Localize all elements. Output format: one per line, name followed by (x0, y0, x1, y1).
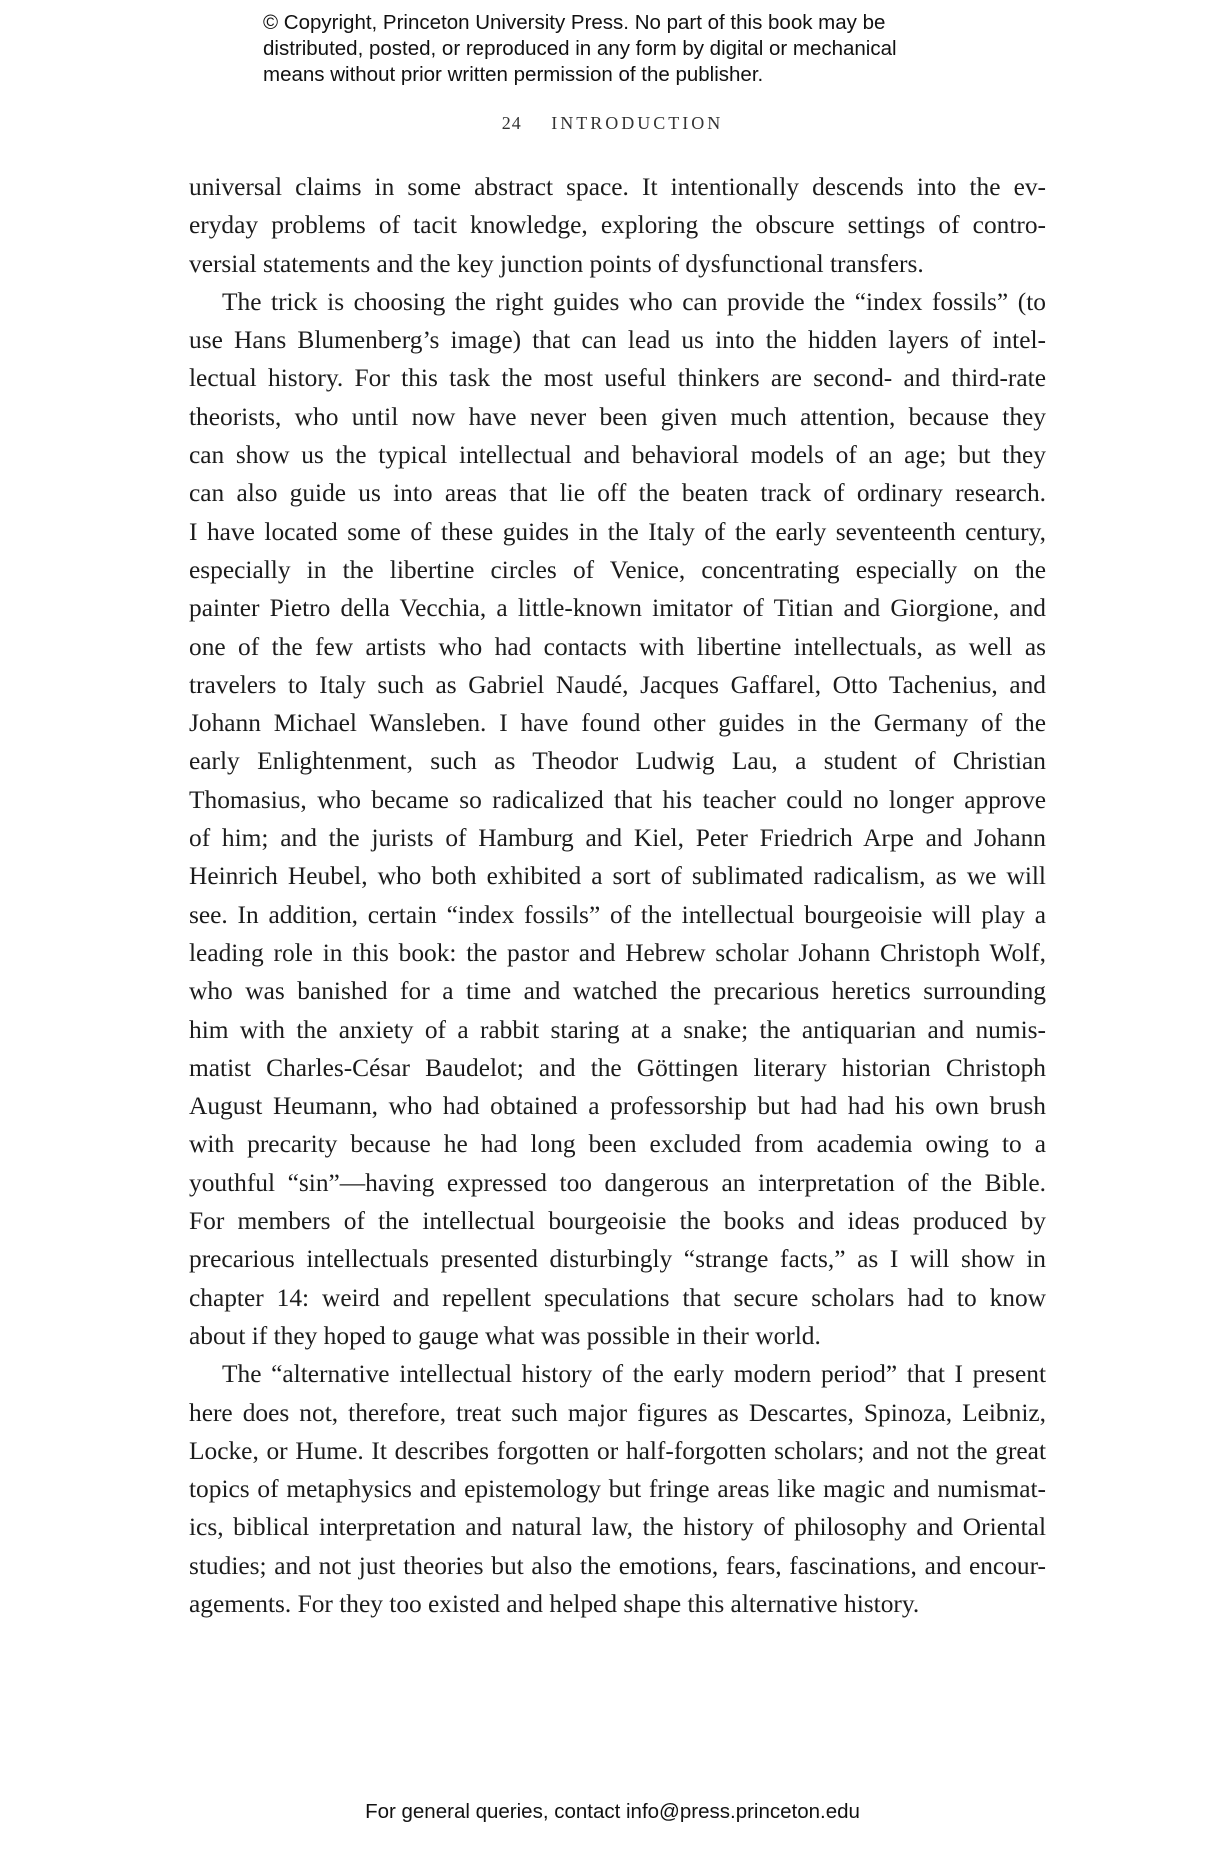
text-line: who was banished for a time and watched the precarious heretics surrounding (189, 977, 1046, 1006)
text-line: I have located some of these guides in the Italy of the early seventeenth century, (189, 517, 1046, 546)
text-line: can also guide us into areas that lie off the beaten track of ordinary research. (189, 479, 1046, 508)
text-line: Johann Michael Wansleben. I have found other guides in the Germany of the (189, 709, 1046, 738)
text-line: of him; and the jurists of Hamburg and Kiel, Peter Friedrich Arpe and Johann (189, 824, 1046, 853)
text-line: lectual history. For this task the most useful thinkers are second- and third-rate (189, 364, 1046, 393)
text-line: chapter 14: weird and repellent speculations that secure scholars had to know (189, 1283, 1046, 1312)
text-line: here does not, therefore, treat such major figures as Descartes, Spinoza, Leibniz, (189, 1398, 1046, 1427)
copyright-line: © Copyright, Princeton University Press. No part of this book may be (263, 11, 886, 34)
text-line: Heinrich Heubel, who both exhibited a sort of sublimated radicalism, as we will (189, 862, 1046, 891)
text-line: can show us the typical intellectual and behavioral models of an age; but they (189, 441, 1046, 470)
copyright-line: distributed, posted, or reproduced in any form by digital or mechanical (263, 37, 897, 60)
text-line: universal claims in some abstract space. It intentionally descends into the ev- (189, 173, 1046, 201)
text-line: precarious intellectuals presented disturbingly “strange facts,” as I will show in (189, 1245, 1046, 1274)
text-line: leading role in this book: the pastor and Hebrew scholar Johann Christoph Wolf, (189, 938, 1046, 967)
footer-contact: For general queries, contact info@press.princeton.edu (365, 1800, 860, 1823)
running-title: INTRODUCTION (551, 113, 724, 133)
text-line: ics, biblical interpretation and natural law, the history of philosophy and Oriental (189, 1513, 1046, 1542)
text-line: see. In addition, certain “index fossils” of the intellectual bourgeoisie will play a (189, 900, 1046, 929)
text-line: him with the anxiety of a rabbit staring at a snake; the antiquarian and numis- (189, 1015, 1046, 1044)
text-line: early Enlightenment, such as Theodor Ludwig Lau, a student of Christian (189, 747, 1046, 776)
text-line: painter Pietro della Vecchia, a little-known imitator of Titian and Giorgione, and (189, 594, 1046, 623)
paragraph (189, 168, 1046, 283)
text-line: The trick is choosing the right guides who can provide the “index fossils” (to (222, 287, 1046, 316)
copyright-line: means without prior written permission of the publisher. (263, 63, 764, 86)
text-line: one of the few artists who had contacts with libertine intellectuals, as well as (189, 632, 1046, 661)
text-line: The “alternative intellectual history of the early modern period” that I present (222, 1360, 1046, 1389)
copyright-notice (263, 10, 1023, 88)
page-number: 24 (501, 113, 522, 133)
text-line: versial statements and the key junction points of dysfunctional transfers. (189, 249, 924, 278)
text-line: Locke, or Hume. It describes forgotten or half-forgotten scholars; and not the great (189, 1436, 1046, 1465)
text-line: travelers to Italy such as Gabriel Naudé, Jacques Gaffarel, Otto Tachenius, and (189, 670, 1046, 699)
text-line: eryday problems of tacit knowledge, exploring the obscure settings of contro- (189, 211, 1046, 240)
text-line: with precarity because he had long been excluded from academia owing to a (189, 1130, 1046, 1159)
text-line: August Heumann, who had obtained a professorship but had had his own brush (189, 1092, 1046, 1121)
text-line: especially in the libertine circles of Venice, concentrating especially on the (189, 555, 1046, 584)
text-line: For members of the intellectual bourgeoisie the books and ideas produced by (189, 1207, 1046, 1236)
paragraph (189, 283, 1046, 1355)
text-line: about if they hoped to gauge what was possible in their world. (189, 1321, 821, 1350)
text-line: use Hans Blumenberg’s image) that can lead us into the hidden layers of intel- (189, 326, 1046, 355)
paragraph (189, 1355, 1046, 1623)
text-line: studies; and not just theories but also the emotions, fears, fascinations, and encour- (189, 1551, 1046, 1580)
body-text (189, 168, 1046, 1623)
running-head (0, 113, 1225, 134)
text-line: matist Charles-César Baudelot; and the Göttingen literary historian Christoph (189, 1053, 1046, 1082)
text-line: topics of metaphysics and epistemology but fringe areas like magic and numismat- (189, 1475, 1046, 1504)
text-line: youthful “sin”—having expressed too dangerous an interpretation of the Bible. (189, 1168, 1046, 1197)
text-line: theorists, who until now have never been given much attention, because they (189, 402, 1046, 431)
text-line: agements. For they too existed and helped shape this alternative history. (189, 1589, 920, 1618)
text-line: Thomasius, who became so radicalized that his teacher could no longer approve (189, 785, 1046, 814)
